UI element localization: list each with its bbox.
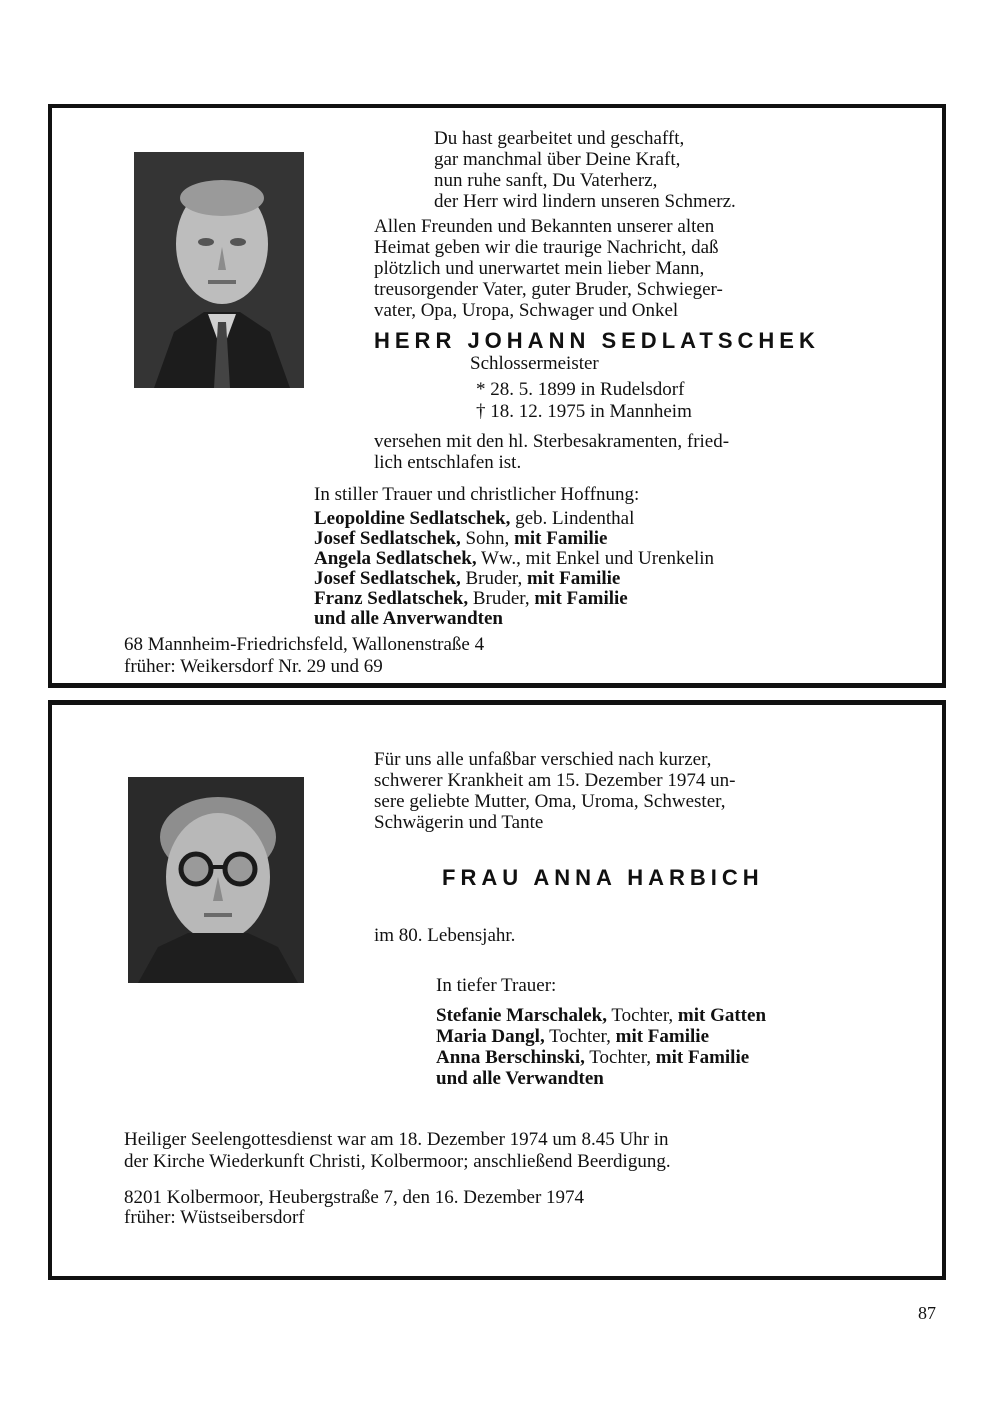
portrait-photo-anna <box>128 777 304 983</box>
mourner-entry <box>314 528 607 549</box>
mourner-suffix: mit Gatten <box>677 1005 767 1026</box>
announcement-line: Allen Freunden und Bekannten unserer alten <box>374 216 715 237</box>
mourner-name: Josef Sedlatschek, <box>314 568 461 589</box>
mourner-entry <box>314 568 620 589</box>
announcement-line: schwerer Krankheit am 15. Dezember 1974 un- <box>374 770 736 791</box>
mourner-relation: Tochter, <box>584 1047 656 1068</box>
closing-line: lich entschlafen ist. <box>374 452 522 473</box>
portrait-woman-icon <box>128 777 304 983</box>
closing-line: versehen mit den hl. Sterbesakramenten, fried- <box>374 431 730 452</box>
mourner-suffix: mit Familie <box>655 1047 750 1068</box>
mourner-entry <box>314 548 714 569</box>
service-line: der Kirche Wiederkunft Christi, Kolbermoor; anschließend Beerdigung. <box>124 1151 671 1172</box>
mourner-suffix: mit Familie <box>534 588 628 609</box>
mourner-entry <box>436 1068 604 1089</box>
mourner-entry <box>314 508 634 529</box>
announcement-line: plötzlich und unerwartet mein lieber Mann, <box>374 258 705 279</box>
mourner-name: Leopoldine Sedlatschek, <box>314 508 511 529</box>
mourner-relation: Bruder, <box>460 568 527 589</box>
address-line: früher: Weikersdorf Nr. 29 und 69 <box>124 656 383 677</box>
announcement-line: Schwägerin und Tante <box>374 812 544 833</box>
obituary-notice-harbich <box>48 700 946 1280</box>
mourner-suffix: mit Familie <box>526 568 621 589</box>
deceased-name: FRAU ANNA HARBICH <box>442 865 764 890</box>
portrait-photo-johann <box>134 152 304 388</box>
mourner-name: und alle Verwandten <box>436 1068 604 1089</box>
mourner-name: Maria Dangl, <box>436 1026 545 1047</box>
page-number: 87 <box>918 1303 936 1323</box>
mourner-entry <box>436 1026 709 1047</box>
verse-line: gar manchmal über Deine Kraft, <box>434 149 681 170</box>
mourner-relation: Tochter, <box>544 1026 616 1047</box>
deceased-name: HERR JOHANN SEDLATSCHEK <box>374 328 820 353</box>
mourner-name: Franz Sedlatschek, <box>314 588 469 609</box>
verse-line: nun ruhe sanft, Du Vaterherz, <box>434 170 658 191</box>
mourner-entry <box>436 1047 749 1068</box>
service-line: Heiliger Seelengottesdienst war am 18. Dezember 1974 um 8.45 Uhr in <box>124 1129 669 1150</box>
mourner-relation: Sohn, <box>460 528 515 549</box>
profession: Schlossermeister <box>470 353 599 374</box>
mourning-intro: In stiller Trauer und christlicher Hoffnung: <box>314 484 640 505</box>
address-line: 68 Mannheim-Friedrichsfeld, Wallonenstraße 4 <box>124 634 485 655</box>
age-text: im 80. Lebensjahr. <box>374 925 516 946</box>
mourner-suffix: mit Familie <box>615 1026 710 1047</box>
address-line: 8201 Kolbermoor, Heubergstraße 7, den 16. Dezember 1974 <box>124 1187 585 1208</box>
mourner-name: Anna Berschinski, <box>436 1047 585 1068</box>
obituary-notice-sedlatschek <box>48 104 946 688</box>
mourner-relation: geb. Lindenthal <box>510 508 635 529</box>
mourning-intro: In tiefer Trauer: <box>436 975 557 996</box>
announcement-line: vater, Opa, Uropa, Schwager und Onkel <box>374 300 679 321</box>
mourner-suffix: mit Familie <box>514 528 608 549</box>
announcement-line: Für uns alle unfaßbar verschied nach kurzer, <box>374 749 712 770</box>
announcement-line: sere geliebte Mutter, Oma, Uroma, Schwester, <box>374 791 726 812</box>
mourner-entry <box>314 608 503 629</box>
mourner-entry <box>436 1005 766 1026</box>
mourner-relation: Ww., mit Enkel und Urenkelin <box>476 548 715 569</box>
address-line: früher: Wüstseibersdorf <box>124 1207 305 1228</box>
mourner-name: Stefanie Marschalek, <box>436 1005 607 1026</box>
mourner-relation: Bruder, <box>468 588 535 609</box>
verse-line: der Herr wird lindern unseren Schmerz. <box>434 191 736 212</box>
death-date: † 18. 12. 1975 in Mannheim <box>476 401 692 422</box>
mourner-relation: Tochter, <box>606 1005 678 1026</box>
verse-line: Du hast gearbeitet und geschafft, <box>434 128 685 149</box>
mourner-name: und alle Anverwandten <box>314 608 503 629</box>
birth-date: * 28. 5. 1899 in Rudelsdorf <box>476 379 685 400</box>
mourner-entry <box>314 588 628 609</box>
mourner-name: Josef Sedlatschek, <box>314 528 461 549</box>
portrait-man-icon <box>134 152 304 388</box>
announcement-line: treusorgender Vater, guter Bruder, Schwieger- <box>374 279 723 300</box>
mourner-name: Angela Sedlatschek, <box>314 548 477 569</box>
announcement-line: Heimat geben wir die traurige Nachricht, daß <box>374 237 719 258</box>
